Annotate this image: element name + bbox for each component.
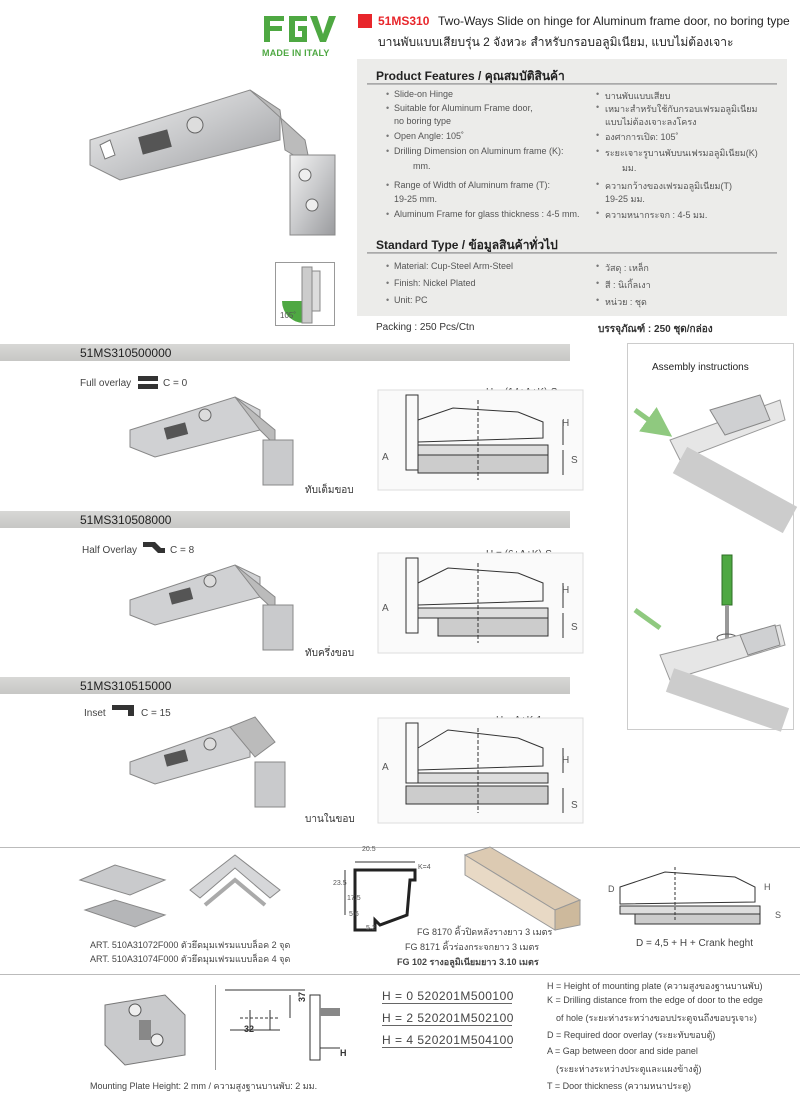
accessory-fg2: FG 8171 คิ้วร่องกระจกยาว 3 เมตร [405, 942, 540, 952]
label-a: A [382, 452, 389, 463]
c-value: C = 8 [170, 545, 195, 556]
dim-width: 20.5 [362, 846, 376, 853]
dim-height: 23.5 [333, 880, 347, 887]
made-in-italy: MADE IN ITALY [262, 48, 330, 58]
legend-item: of hole (ระยะห่างระหว่างขอบประตูจนถึงขอบรูเจาะ) [556, 1013, 757, 1023]
dim-32: 32 [244, 1024, 255, 1034]
feature-item: no boring type [394, 116, 452, 126]
feature-item-th: ความหนากระจก : 4-5 มม. [605, 210, 708, 220]
standard-heading: Standard Type / ข้อมูลสินค้าทั่วไป [376, 238, 558, 252]
section-bar-full-overlay [0, 344, 570, 361]
divider-vertical [215, 985, 216, 1070]
hinge-half-overlay-image [125, 545, 305, 650]
section-bar-inset [0, 677, 570, 694]
dim-base: 5.2 [366, 925, 376, 932]
standard-item: Finish: Nickel Plated [394, 278, 476, 288]
feature-item: Drilling Dimension on Aluminum frame (K): [394, 146, 564, 156]
feature-item: Slide-on Hinge [394, 89, 454, 99]
section-code: 51MS310515000 [80, 679, 172, 693]
option-label: Half Overlay [82, 545, 138, 556]
label-s: S [571, 800, 578, 811]
section-code: 51MS310500000 [80, 346, 172, 360]
legend-item: K = Drilling distance from the edge of door to the edge [547, 995, 763, 1005]
label-h: H [562, 755, 570, 766]
feature-item: Range of Width of Aluminum frame (T): [394, 180, 551, 190]
caption-th: บานในขอบ [305, 814, 355, 825]
divider [367, 83, 777, 85]
legend-item: A = Gap between door and side panel [547, 1046, 698, 1056]
mounting-height: Mounting Plate Height: 2 mm / ความสูงฐานบานพับ: 2 มม. [90, 1081, 318, 1091]
product-code: 51MS310 [378, 14, 430, 28]
logo-mark [262, 12, 342, 46]
feature-item: Open Angle: 105˚ [394, 131, 465, 141]
dim-lip: 5.6 [349, 911, 359, 918]
product-title-th: บานพับแบบเสียบรุ่น 2 จังหวะ สำหรับกรอบอลูมิเนียม, แบบไม่ต้องเจาะ [378, 35, 734, 49]
crank-label-s: S [775, 910, 782, 920]
feature-item-th: ความกว้างของเฟรมอลูมิเนียม(T) [605, 181, 732, 191]
legend-item: H = Height of mounting plate (ความสูงของฐานบานพับ) [547, 981, 763, 991]
label-h: H [562, 418, 570, 429]
feature-item-th: แบบไม่ต้องเจาะลงโครง [605, 117, 697, 127]
feature-item: mm. [413, 161, 431, 171]
dim-37: 37 [297, 991, 308, 1003]
feature-item-th: มม. [622, 163, 637, 173]
accessory-art1: ART. 510A31072F000 ตัวยึดมุมเฟรมแบบล็อค 2 จุด [90, 940, 291, 950]
product-marker [358, 14, 372, 28]
label-a: A [382, 762, 389, 773]
accessory-fg1: FG 8170 คิ้วปิดหลังรางยาว 3 เมตร [417, 927, 553, 937]
feature-item-th: เหมาะสำหรับใช้กับกรอบเฟรมอลูมิเนียม [605, 104, 758, 114]
c-value: C = 15 [141, 708, 171, 719]
product-title: Two-Ways Slide on hinge for Aluminum frame door, no boring type [438, 14, 790, 28]
c-value: C = 0 [163, 378, 188, 389]
legend-item: T = Door thickness (ความหนาประตู) [547, 1081, 692, 1091]
plate-option: H = 4 520201M504100 [382, 1033, 514, 1047]
label-a: A [382, 603, 389, 614]
option-label: Full overlay [80, 378, 132, 389]
plate-option: H = 2 520201M502100 [382, 1011, 514, 1025]
caption-th: ทับเต็มขอบ [305, 485, 354, 496]
section-code: 51MS310508000 [80, 513, 172, 527]
crank-label-d: D [608, 884, 615, 894]
frame-profile-drawing [335, 850, 435, 935]
assembly-illustration [630, 380, 790, 720]
feature-item: Aluminum Frame for glass thickness : 4-5 mm. [394, 209, 580, 219]
divider [367, 252, 777, 254]
angle-thumbnail [275, 262, 335, 326]
dim-h: H [340, 1048, 347, 1058]
crank-diagram [605, 862, 775, 927]
corner-bracket-2pt-image [75, 855, 175, 930]
legend-item: D = Required door overlay (ระยะทับขอบตู้) [547, 1030, 716, 1040]
features-heading: Product Features / คุณสมบัติสินค้า [376, 69, 565, 83]
accessory-art2: ART. 510A31074F000 ตัวยึดมุมเฟรมแบบล็อค 4 จุด [90, 954, 291, 964]
diagram-half-overlay [378, 553, 583, 653]
diagram-full-overlay [378, 390, 583, 490]
crank-formula: D = 4,5 + H + Crank heght [636, 938, 754, 949]
standard-item: Material: Cup-Steel Arm-Steel [394, 261, 514, 271]
caption-th: ทับครึ่งขอบ [305, 648, 355, 659]
corner-frame-image [185, 850, 285, 930]
crank-label-h: H [764, 882, 771, 892]
label-s: S [571, 455, 578, 466]
plate-option: H = 0 520201M500100 [382, 989, 514, 1003]
standard-item: Unit: PC [394, 295, 428, 305]
label-h: H [562, 585, 570, 596]
feature-item-th: องศาการเปิด: 105˚ [605, 132, 679, 142]
feature-item-th: บานพับแบบเสียบ [605, 91, 671, 101]
packing-th: บรรจุภัณฑ์ : 250 ชุด/กล่อง [598, 324, 713, 335]
feature-item: Suitable for Aluminum Frame door, [394, 103, 533, 113]
hinge-main-image [80, 85, 350, 255]
angle-label: 105˚ [280, 311, 297, 320]
packing-en: Packing : 250 Pcs/Ctn [376, 322, 475, 333]
assembly-title: Assembly instructions [652, 362, 749, 373]
dim-k: K=4 [418, 864, 431, 871]
diagram-inset [378, 718, 583, 823]
hinge-full-overlay-image [125, 385, 305, 485]
hinge-inset-image [125, 712, 305, 817]
standard-item-th: สี : นิเกิ้ลเงา [605, 280, 651, 290]
feature-item: 19-25 mm. [394, 194, 438, 204]
mounting-plate-image [95, 985, 195, 1075]
divider [0, 974, 800, 975]
section-bar-half-overlay [0, 511, 570, 528]
accessory-fg3: FG 102 รางอลูมิเนียมยาว 3.10 เมตร [397, 957, 539, 967]
divider [0, 847, 800, 848]
feature-item-th: 19-25 มม. [605, 194, 645, 204]
legend-item: (ระยะห่างระหว่างประตูและแผงข้างตู้) [556, 1064, 702, 1074]
aluminum-channel-image [460, 845, 585, 930]
dim-inner: 17.5 [347, 895, 361, 902]
label-s: S [571, 622, 578, 633]
feature-item-th: ระยะเจาะรูบานพับบนเฟรมอลูมิเนียม(K) [605, 148, 758, 158]
option-label: Inset [84, 708, 106, 719]
standard-item-th: วัสดุ : เหล็ก [605, 263, 649, 273]
standard-item-th: หน่วย : ชุด [605, 297, 647, 307]
